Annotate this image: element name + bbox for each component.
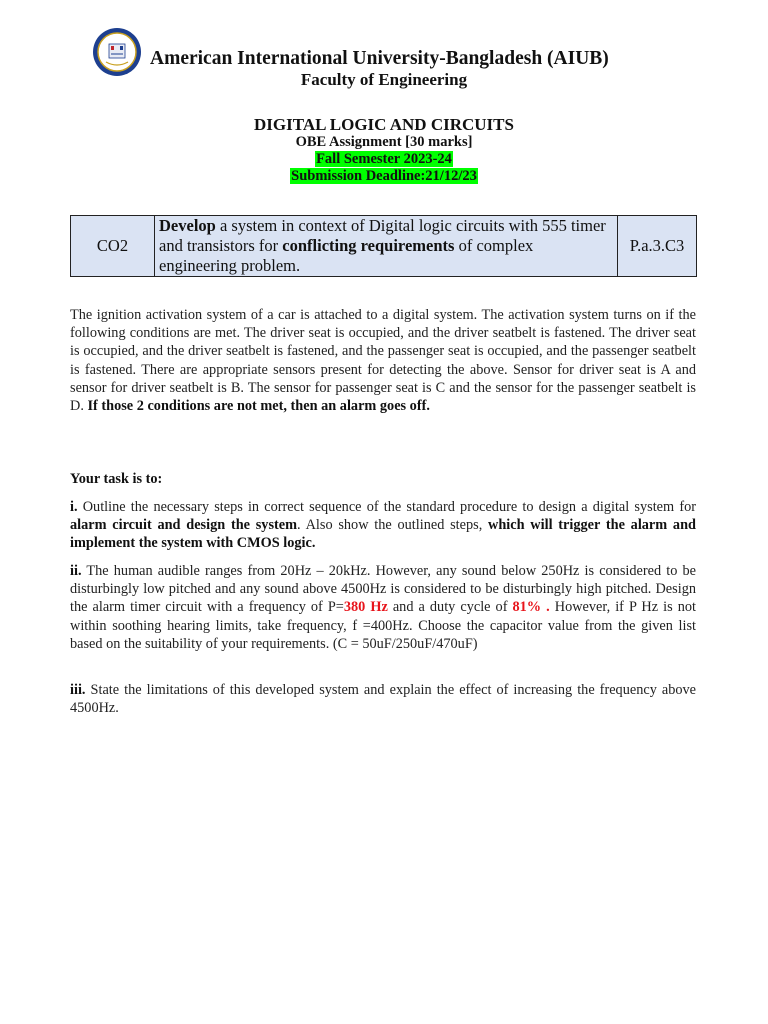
task-i-num: i. [70, 499, 78, 515]
task-i [70, 498, 696, 553]
task-i-text-2: . Also show the outlined steps, [297, 517, 489, 534]
faculty-name: Faculty of Engineering [300, 70, 468, 89]
task-i-text-1: Outline the necessary steps in correct sequence of the standard procedure to design a digital system for [77, 499, 696, 515]
task-ii-text-2: and a duty cycle of [387, 599, 513, 616]
frequency-value: 380 Hz [343, 599, 388, 616]
semester-line [0, 151, 768, 168]
task-heading: Your task is to: [70, 471, 163, 487]
desc-bold-1: Develop [159, 216, 216, 235]
desc-text-1: a system in context of Digital logic circuits with 555 timer and transistors for [159, 216, 606, 255]
task-ii-text-1: The human audible ranges from 20Hz – 20kHz. However, any sound below 250Hz is considered to be disturbingly low pitched and any sound above 4500Hz is considered to be disturbingly high pitched. Design the alarm timer circuit with a frequency of P= [70, 563, 696, 616]
task-i-bold-2: which will trigger the alarm and implement the system with CMOS logic. [70, 517, 696, 552]
desc-text-2: of complex engineering problem. [159, 236, 534, 275]
university-name: American International University-Bangladesh (AIUB) [150, 48, 609, 69]
co-cell: CO2 [71, 216, 155, 277]
assignment-title: OBE Assignment [30 marks] [295, 134, 473, 150]
task-iii-num: iii. [70, 682, 86, 698]
po-code-cell: P.a.3.C3 [618, 216, 697, 277]
course-title: DIGITAL LOGIC AND CIRCUITS [254, 115, 514, 134]
co-description-cell [155, 216, 618, 277]
task-ii-num: ii. [70, 563, 82, 579]
table-row [71, 216, 697, 277]
desc-bold-2: conflicting requirements [282, 236, 455, 255]
semester-text: Fall Semester 2023-24 [316, 151, 452, 167]
problem-bold: If those 2 conditions are not met, then an alarm goes off. [87, 398, 430, 415]
task-iii [70, 681, 696, 717]
problem-text: The ignition activation system of a car is attached to a digital system. The activation system turns on if the following conditions are met. The driver seat is occupied, and the driver seatbelt is fastened. The driver seat is occupied, and the driver seatbelt is fastened, and the passenger seat is occupied, and the passenger seatbelt is fastened. There are appropriate sensors present for detecting the above. Sensor for driver seat is A and sensor for driver seatbelt is B. The sensor for passenger seat is C and the sensor for the passenger seatbelt is D. [70, 307, 696, 415]
problem-statement [70, 306, 696, 415]
course-outcome-table [70, 215, 697, 277]
task-iii-text: State the limitations of this developed system and explain the effect of increasing the frequency above 4500Hz. [70, 682, 696, 717]
deadline-text: Submission Deadline:21/12/23 [291, 168, 477, 184]
task-ii [70, 562, 696, 653]
task-ii-text-3: However, if P Hz is not within soothing hearing limits, take frequency, f =400Hz. Choose the capacitor value from the given list based on the suitability of your requirements. (C = 50uF/250uF/470uF) [70, 599, 696, 652]
deadline-line [0, 168, 768, 185]
duty-cycle-value: 81% . [512, 599, 550, 616]
task-i-bold-1: alarm circuit and design the system [70, 517, 298, 534]
